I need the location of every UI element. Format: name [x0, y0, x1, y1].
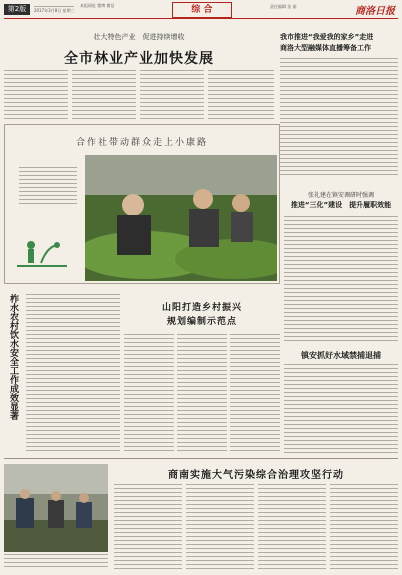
- article-shanyang-revitalization: [124, 290, 280, 456]
- article-forestry-col4: [208, 70, 274, 120]
- editor-line: 责任编辑 张 丽: [270, 4, 297, 9]
- feature-greenhouse-photo: [85, 155, 277, 281]
- article-shanyang-col3: [230, 334, 280, 452]
- section-banner: [172, 2, 232, 18]
- article-hometown-title-1: 我市推进“我爱我的家乡”走进: [280, 33, 374, 41]
- article-shangnan-photo: [4, 464, 108, 552]
- article-shangnan-col4: [330, 484, 398, 570]
- article-forestry-col1: [4, 70, 68, 120]
- article-zhenan-body: [284, 364, 398, 454]
- article-three-kicker: 张礼建在镇安调研时强调: [307, 192, 374, 199]
- header-rule: [4, 18, 398, 19]
- article-forestry-title: 全市林业产业加快发展: [64, 51, 214, 67]
- article-zhashui-vertical-title: 柞水农村饮水安全工作成效显著: [8, 294, 18, 420]
- article-three-modernizations: [284, 186, 398, 346]
- article-hometown-broadcast: [280, 22, 398, 182]
- header-nav: 本报网址 微博 微信: [80, 3, 115, 8]
- article-shangnan-title: 商南实施大气污染综合治理攻坚行动: [168, 470, 344, 481]
- farmer-illustration-icon: [17, 235, 67, 275]
- article-hometown-body: [280, 58, 398, 178]
- section-divider: [4, 458, 398, 459]
- article-hometown-title-2: 商洛大型融媒体直播筹备工作: [280, 44, 371, 52]
- article-shanyang-title-1: 山阳打造乡村振兴: [161, 303, 242, 313]
- article-shanyang-col1: [124, 334, 174, 452]
- article-zhashui-body: [26, 294, 120, 452]
- article-shangnan-col2: [186, 484, 254, 570]
- header-bar: [0, 0, 402, 18]
- masthead-logo: 商洛日报: [355, 6, 395, 17]
- article-three-title: 推进“三化”建设 提升履职效能: [290, 201, 392, 209]
- section-name: 综 合: [191, 5, 213, 15]
- feature-cooperative: [4, 124, 280, 284]
- article-forestry: [4, 22, 274, 122]
- page-number: 第2版: [7, 5, 27, 13]
- article-shangnan-col1: [114, 484, 182, 570]
- article-shangnan-air: [4, 460, 398, 573]
- article-forestry-kicker: 壮大特色产业 促进持续增收: [93, 33, 185, 41]
- article-shanyang-col2: [177, 334, 227, 452]
- header-date: 2017年3月8日 星期三: [34, 8, 75, 13]
- article-forestry-col3: [140, 70, 204, 120]
- article-shangnan-col3: [258, 484, 326, 570]
- page-number-badge: [4, 4, 30, 15]
- feature-caption-text: [19, 167, 77, 207]
- article-forestry-col2: [72, 70, 136, 120]
- feature-cooperative-title: 合作社带动群众走上小康路: [75, 138, 208, 148]
- article-shangnan-photo-caption: [4, 554, 108, 570]
- article-zhashui-water: [4, 290, 120, 456]
- article-zhenan-fishing: [284, 348, 398, 456]
- article-shanyang-title-2: 规划编制示范点: [166, 317, 237, 327]
- article-zhenan-title: 镇安抓好水域禁捕退捕: [301, 351, 381, 360]
- article-three-body: [284, 216, 398, 342]
